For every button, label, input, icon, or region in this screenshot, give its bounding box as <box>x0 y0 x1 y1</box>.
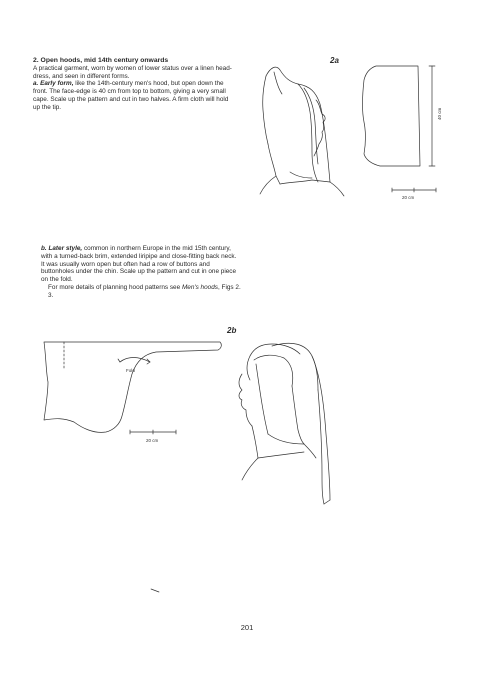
more-details-ref: Men's hoods <box>181 283 218 291</box>
figure-2b-hood-drawing <box>232 334 342 514</box>
section-b-text <box>41 245 241 300</box>
section-a-text <box>33 57 233 112</box>
more-details-prefix: For more details of planning hood patterns see <box>48 283 182 291</box>
figure-2a-label: 2a <box>330 56 339 65</box>
measure-height-label: 40 cm <box>437 107 442 120</box>
fold-label: Fold <box>126 368 135 373</box>
more-details-suffix: , Figs 2. 3. <box>48 283 241 299</box>
later-style-body: common in northern Europe in the mid 15th century, with a turned-back brim, extended liripipe and close-fitting back neck. It was usually worn open but often had a row of buttons and buttonholes under the chin. Scale up the pattern and cut in one piece on the fold. <box>41 245 237 284</box>
figure-2a-annotations <box>358 62 458 202</box>
section-intro: A practical garment, worn by women of lower status over a linen head-dress, and seen in different forms. <box>33 64 232 80</box>
later-style-label: b. Later style, <box>41 245 83 252</box>
stray-mark <box>150 588 162 594</box>
scale-label-2b: 20 cm <box>146 438 159 443</box>
figure-2b-label: 2b <box>227 326 237 335</box>
more-details-paragraph <box>41 284 241 300</box>
later-style-paragraph <box>41 245 241 284</box>
early-form-label: a. Early form, <box>33 80 74 88</box>
section-heading: 2. Open hoods, mid 14th century onwards <box>33 57 169 64</box>
early-form-body: like the 14th-century men's hood, but open down the front. The face-edge is 40 cm from top to bottom, giving a very small cape. Scale up the pattern and cut in two halves. A firm cloth will hold up the tip. <box>33 80 229 111</box>
scale-label-2a: 20 cm <box>402 195 415 200</box>
figure-2b-annotations <box>38 336 228 446</box>
page-number: 201 <box>240 623 254 632</box>
figure-2a-hood-drawing <box>240 60 350 200</box>
early-form-paragraph <box>33 80 233 111</box>
